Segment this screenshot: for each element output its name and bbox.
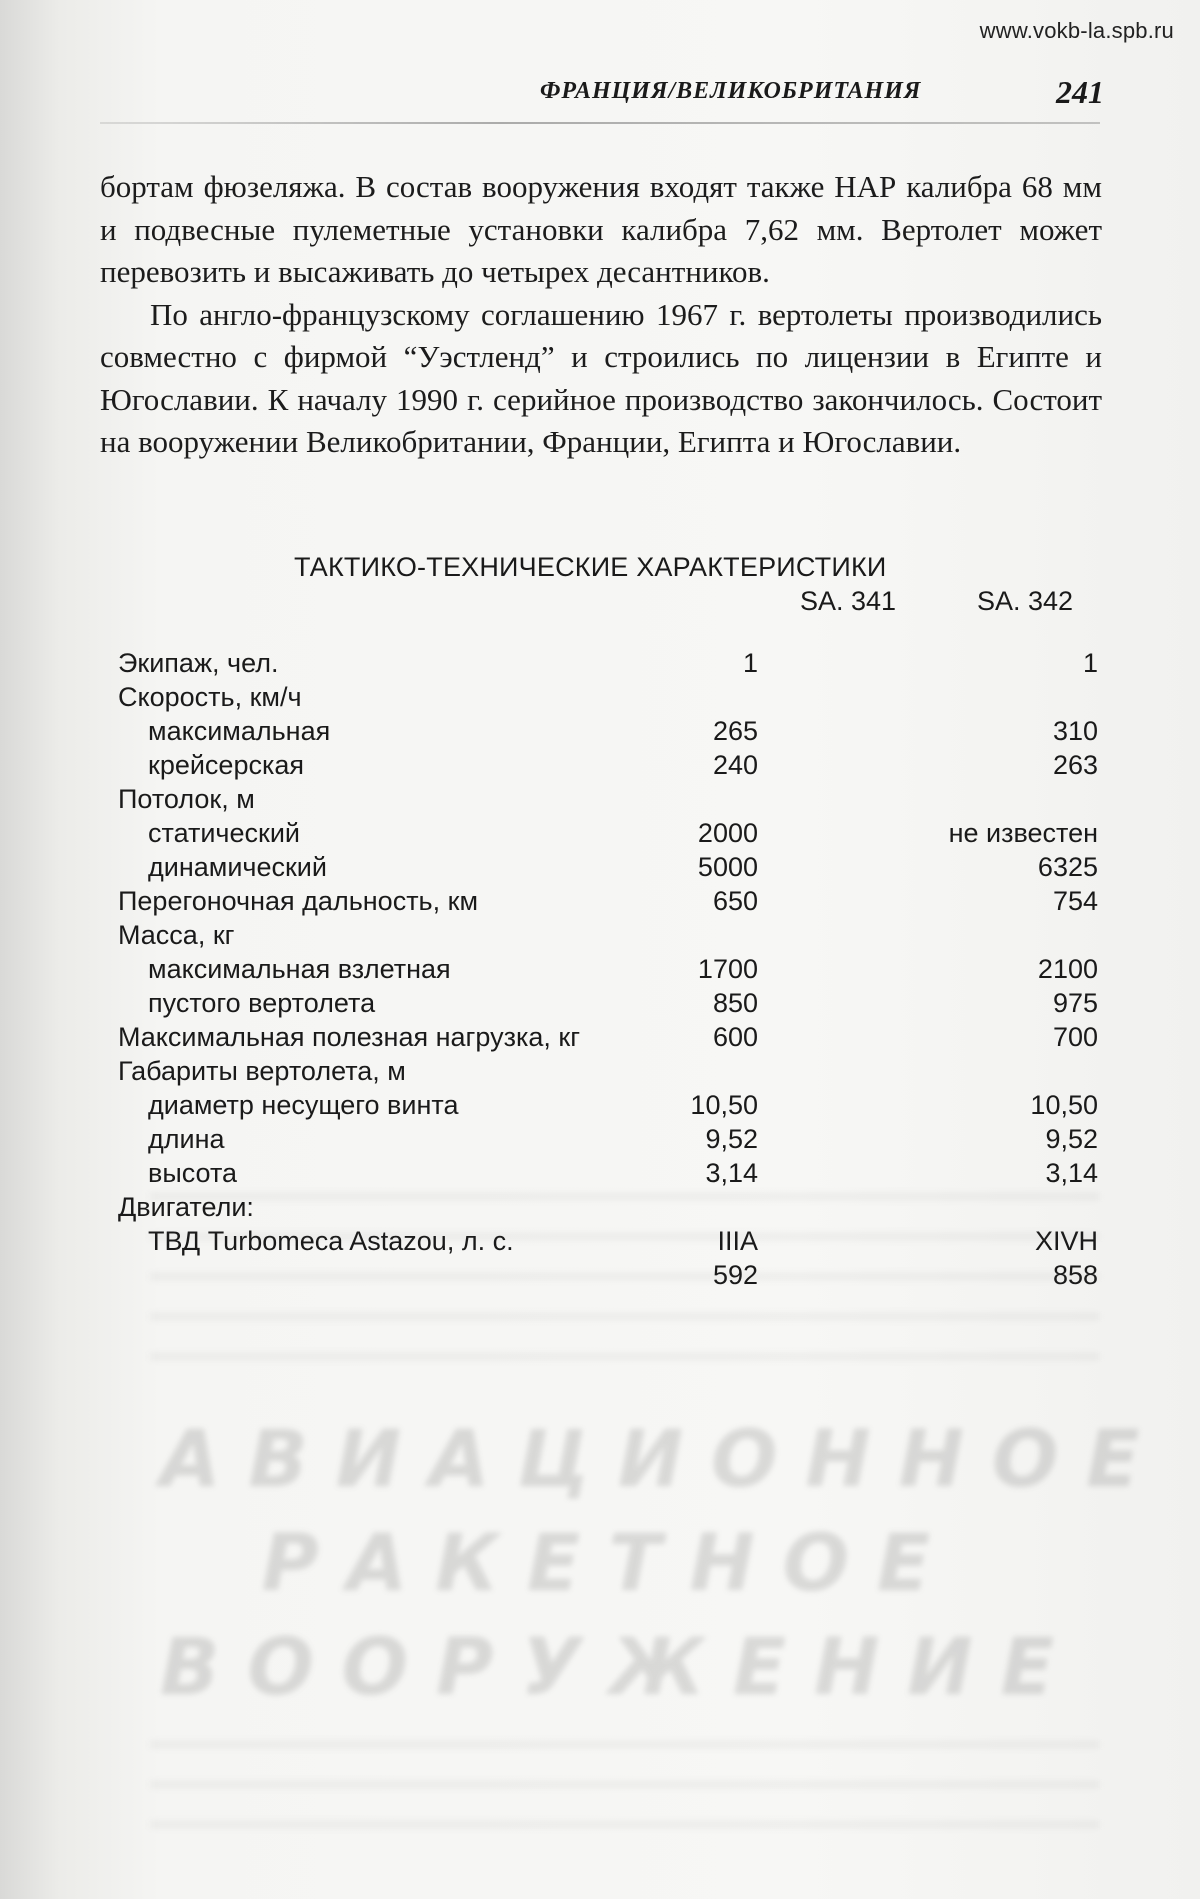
value-sa342: 975: [1052, 988, 1098, 1018]
bleed-through-text-line: [150, 1192, 1100, 1201]
value-sa342: 3,14: [1045, 1158, 1098, 1188]
value-sa342: 2100: [1037, 954, 1098, 984]
row-label: длина: [148, 1124, 225, 1154]
row-label: динамический: [148, 852, 327, 882]
row-label: Габариты вертолета, м: [118, 1056, 406, 1086]
bleed-through-text-line: [150, 1740, 1100, 1749]
bleed-through-line: ВООРУЖЕНИЕ: [160, 1623, 1082, 1713]
row-label: Перегоночная дальность, км: [118, 886, 479, 916]
table-row: [118, 680, 1098, 714]
table-row: [118, 782, 1098, 816]
table-row: [118, 918, 1098, 952]
table-row: [118, 1224, 1098, 1258]
row-label: крейсерская: [148, 750, 305, 780]
header-rule: [100, 122, 1100, 124]
value-sa341: 592: [712, 1260, 758, 1290]
row-label: статический: [148, 818, 300, 848]
row-label: диаметр несущего винта: [148, 1090, 459, 1120]
value-sa342: 700: [1052, 1022, 1098, 1052]
value-sa341: 600: [712, 1022, 758, 1052]
bleed-through-text-line: [150, 1352, 1100, 1361]
table-row: [118, 1054, 1098, 1088]
value-sa341: 3,14: [705, 1158, 758, 1188]
row-label: Экипаж, чел.: [118, 648, 279, 678]
value-sa342: не известен: [948, 818, 1098, 848]
value-sa342: 6325: [1037, 852, 1098, 882]
table-row: [118, 884, 1098, 918]
value-sa341: 2000: [697, 818, 758, 848]
table-row: [118, 748, 1098, 782]
value-sa341: IIIA: [717, 1226, 758, 1256]
bleed-through-text-line: [150, 1820, 1100, 1829]
specs-title: ТАКТИКО-ТЕХНИЧЕСКИЕ ХАРАКТЕРИСТИКИ: [294, 552, 887, 582]
running-head: ФРАНЦИЯ/ВЕЛИКОБРИТАНИЯ: [540, 78, 922, 104]
table-row: [118, 646, 1098, 680]
table-row: [118, 816, 1098, 850]
table-row: [118, 986, 1098, 1020]
row-label: Потолок, м: [118, 784, 255, 814]
value-sa341: 10,50: [690, 1090, 758, 1120]
bleed-through-heading: [160, 1408, 1168, 1720]
bleed-through-line: РАКЕТНОЕ: [261, 1519, 959, 1609]
row-label: высота: [148, 1158, 238, 1188]
bleed-through-text-line: [150, 1780, 1100, 1789]
site-watermark: www.vokb-la.spb.ru: [979, 18, 1174, 43]
bleed-through-text-line: [150, 1232, 1100, 1241]
page-number: 241: [1056, 74, 1104, 110]
value-sa341: 850: [712, 988, 758, 1018]
table-row: [118, 952, 1098, 986]
bleed-through-text-line: [150, 1312, 1100, 1321]
value-sa341: 650: [712, 886, 758, 916]
row-label: Скорость, км/ч: [118, 682, 302, 712]
value-sa342: 10,50: [1030, 1090, 1098, 1120]
table-row: [118, 1156, 1098, 1190]
value-sa342: XIVH: [1034, 1226, 1098, 1256]
table-row: [118, 1088, 1098, 1122]
row-label: максимальная взлетная: [148, 954, 451, 984]
table-row: [118, 1020, 1098, 1054]
value-sa341: 1700: [697, 954, 758, 984]
column-header-sa342: SA. 342: [977, 586, 1074, 616]
table-row: [118, 850, 1098, 884]
row-label: Двигатели:: [118, 1192, 254, 1222]
row-label: ТВД Turbomeca Astazou, л. с.: [148, 1226, 514, 1256]
value-sa342: 1: [1082, 648, 1098, 678]
paragraph-1: бортам фюзеляжа. В состав вооружения входят также НАР калибра 68 мм и подвесные пулеметные установки калибра 7,62 мм. Вертолет может перевозить и высаживать до четырех десантников.: [100, 169, 1102, 289]
value-sa341: 240: [712, 750, 758, 780]
bleed-through-line: АВИАЦИОННОЕ: [160, 1415, 1168, 1505]
row-label: максимальная: [148, 716, 331, 746]
value-sa342: 310: [1052, 716, 1098, 746]
row-label: пустого вертолета: [148, 988, 376, 1018]
value-sa342: 754: [1052, 886, 1098, 916]
body-text: [100, 166, 1102, 464]
value-sa341: 5000: [697, 852, 758, 882]
paragraph-2: По англо-французскому соглашению 1967 г. вертолеты производились совместно с фирмой “Уэстленд” и строились по лицензии в Египте и Югославии. К началу 1990 г. серийное производство закончилось. Состоит на вооружении Великобритании, Франции, Египта и Югославии.: [100, 296, 1102, 459]
value-sa342: 263: [1052, 750, 1098, 780]
row-label: Максимальная полезная нагрузка, кг: [118, 1022, 581, 1052]
bleed-through-text-line: [150, 1272, 1100, 1281]
value-sa342: 9,52: [1045, 1124, 1098, 1154]
value-sa342: 858: [1052, 1260, 1098, 1290]
value-sa341: 9,52: [705, 1124, 758, 1154]
column-header-sa341: SA. 341: [800, 586, 897, 616]
value-sa341: 265: [712, 716, 758, 746]
table-row: [118, 1122, 1098, 1156]
table-row: [118, 714, 1098, 748]
value-sa341: 1: [742, 648, 758, 678]
row-label: Масса, кг: [118, 920, 235, 950]
